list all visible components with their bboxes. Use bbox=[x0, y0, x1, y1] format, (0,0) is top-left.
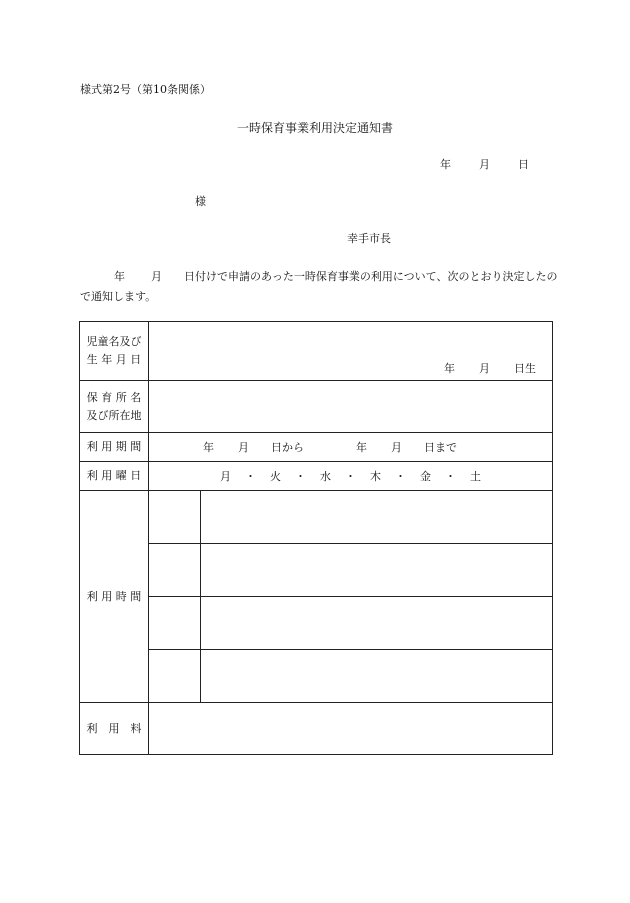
body-month: 月 bbox=[151, 270, 162, 283]
weekday-label: 利 用 曜 日 bbox=[80, 462, 149, 491]
issue-date bbox=[440, 156, 529, 172]
issue-date-month: 月 bbox=[479, 158, 490, 171]
hours-day-cell-3[interactable] bbox=[149, 597, 201, 650]
body-text: 日付けで申請のあった一時保育事業の利用について、次のとおり決定したので通知します。 bbox=[80, 270, 558, 303]
hours-label: 利 用 時 間 bbox=[80, 491, 149, 703]
row-weekday bbox=[80, 462, 553, 491]
addressee-honorific: 様 bbox=[195, 195, 206, 208]
issuer-name: 幸手市長 bbox=[347, 232, 391, 245]
row-period bbox=[80, 433, 553, 462]
hours-time-cell-3[interactable] bbox=[201, 597, 553, 650]
row-hours-4 bbox=[80, 650, 553, 703]
row-hours-1 bbox=[80, 491, 553, 544]
nursery-value-cell[interactable] bbox=[149, 381, 553, 433]
row-child bbox=[80, 322, 553, 381]
issue-date-day: 日 bbox=[518, 158, 529, 171]
row-hours-3 bbox=[80, 597, 553, 650]
birth-date: 年 月 日生 bbox=[444, 362, 536, 375]
hours-time-cell-4[interactable] bbox=[201, 650, 553, 703]
row-nursery bbox=[80, 381, 553, 433]
decision-table bbox=[79, 321, 553, 755]
hours-day-cell-2[interactable] bbox=[149, 544, 201, 597]
child-label: 児童名及び 生 年 月 日 bbox=[80, 322, 149, 381]
form-number: 様式第2号（第10条関係） bbox=[80, 83, 211, 96]
period-label: 利 用 期 間 bbox=[80, 433, 149, 462]
body-year: 年 bbox=[114, 270, 125, 283]
hours-day-cell-4[interactable] bbox=[149, 650, 201, 703]
row-hours-2 bbox=[80, 544, 553, 597]
notice-body bbox=[80, 267, 560, 307]
weekday-value-cell[interactable]: 月 ・ 火 ・ 水 ・ 木 ・ 金 ・ 土 bbox=[149, 462, 553, 491]
nursery-label: 保 育 所 名 及び所在地 bbox=[80, 381, 149, 433]
issue-date-year: 年 bbox=[440, 158, 451, 171]
fee-value-cell[interactable] bbox=[149, 703, 553, 755]
hours-time-cell-1[interactable] bbox=[201, 491, 553, 544]
fee-label: 利 用 料 bbox=[80, 703, 149, 755]
row-fee bbox=[80, 703, 553, 755]
hours-day-cell-1[interactable] bbox=[149, 491, 201, 544]
hours-time-cell-2[interactable] bbox=[201, 544, 553, 597]
document-title: 一時保育事業利用決定通知書 bbox=[236, 121, 393, 135]
period-value-cell[interactable]: 年 月 日から 年 月 日まで bbox=[149, 433, 553, 462]
child-value-cell[interactable] bbox=[149, 322, 553, 381]
